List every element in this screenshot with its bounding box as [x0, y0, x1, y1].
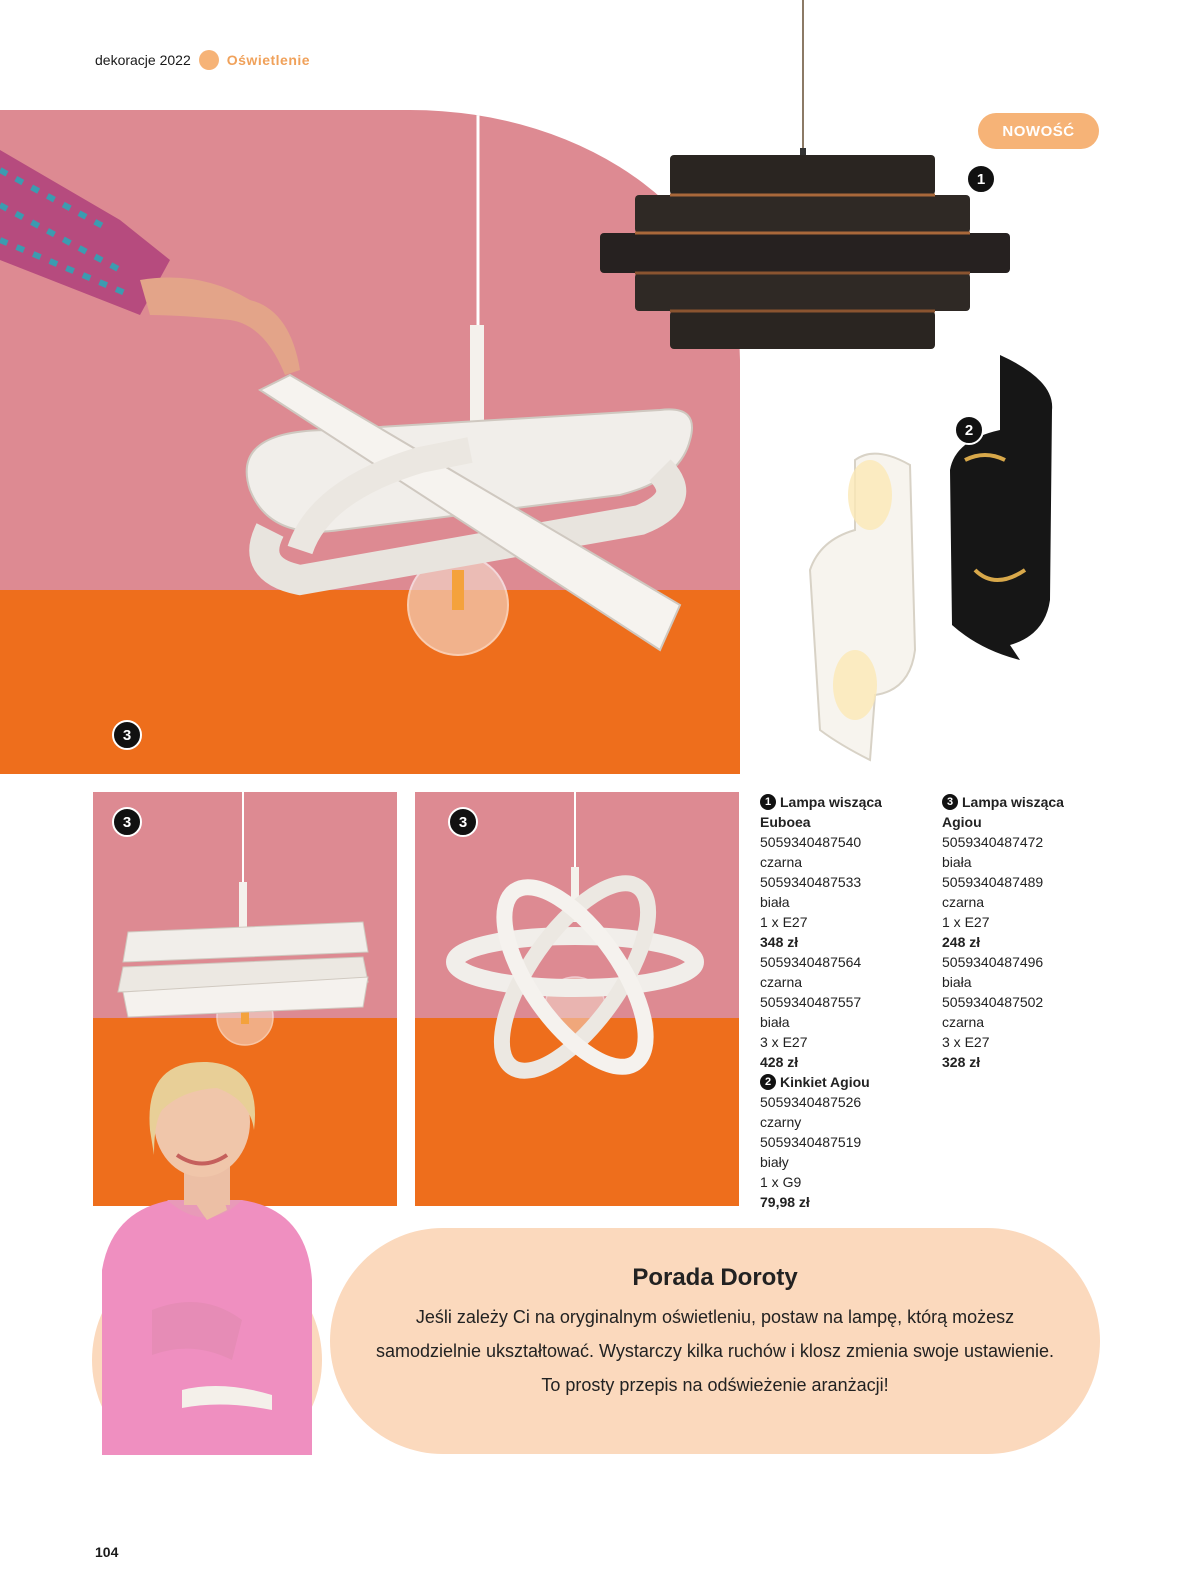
author-portrait	[92, 1060, 322, 1455]
section-title: Oświetlenie	[226, 52, 311, 68]
product-euboea-name-line1: Lampa wisząca	[780, 794, 882, 810]
product-kinkiet-title	[760, 1072, 930, 1092]
spec-line: 5059340487540	[760, 834, 862, 850]
spec-line: biały	[760, 1154, 789, 1170]
spec-line: 3 x E27	[942, 1034, 990, 1050]
product-agiou-name-line2: Agiou	[942, 814, 982, 830]
spec-line: biała	[942, 974, 972, 990]
kinkiet-agiou-image	[800, 350, 1060, 770]
product-kinkiet-name: Kinkiet Agiou	[780, 1074, 870, 1090]
spec-line: 5059340487496	[942, 954, 1044, 970]
number-1-icon: 1	[760, 794, 776, 810]
tip-text: Jeśli zależy Ci na oryginalnym oświetleniu, postaw na lampę, którą możesz samodzielnie ukształtować. Wystarczy kilka ruchów i klosz zmienia swoje ustawienie. To prosty przepis na odświeżenie aranżacji!	[375, 1307, 1055, 1395]
price: 348 zł	[760, 934, 799, 950]
agiou-photo-2	[415, 792, 739, 1206]
page-header	[95, 50, 310, 70]
spec-line: 1 x E27	[760, 914, 808, 930]
euboea-lamp-image	[595, 0, 1015, 360]
tip-title: Porada Doroty	[632, 1264, 798, 1291]
product-agiou-name-line1: Lampa wisząca	[962, 794, 1064, 810]
price: 248 zł	[942, 934, 981, 950]
spec-line: 5059340487502	[942, 994, 1044, 1010]
spec-line: biała	[760, 1014, 790, 1030]
catalog-title: dekoracje 2022	[95, 52, 191, 68]
spec-line: 5059340487533	[760, 874, 862, 890]
agiou-lamp-variant-2	[415, 792, 739, 1206]
product-specs-right	[942, 792, 1112, 1072]
spec-line: czarny	[760, 1114, 802, 1130]
price: 428 zł	[760, 1054, 799, 1070]
spec-line: 5059340487526	[760, 1094, 862, 1110]
product-euboea-title	[760, 792, 930, 812]
price: 79,98 zł	[760, 1194, 810, 1210]
page-number: 104	[95, 1544, 119, 1560]
spec-line: czarna	[942, 894, 985, 910]
number-2-icon: 2	[760, 1074, 776, 1090]
spec-line: 5059340487472	[942, 834, 1044, 850]
spec-line: czarna	[942, 1014, 985, 1030]
spec-line: biała	[942, 854, 972, 870]
new-badge: NOWOŚĆ	[978, 113, 1099, 149]
spec-line: 5059340487564	[760, 954, 862, 970]
tip-box	[330, 1228, 1100, 1454]
product-euboea-name-line2: Euboea	[760, 814, 811, 830]
marker-3-hero: 3	[112, 720, 142, 750]
section-dot-icon	[199, 50, 219, 70]
spec-line: 1 x G9	[760, 1174, 802, 1190]
spec-line: biała	[760, 894, 790, 910]
product-specs-left	[760, 792, 930, 1212]
spec-line: 3 x E27	[760, 1034, 808, 1050]
marker-3-photo-1: 3	[112, 807, 142, 837]
marker-3-photo-2: 3	[448, 807, 478, 837]
spec-line: czarna	[760, 974, 803, 990]
marker-1: 1	[966, 164, 996, 194]
spec-line: 5059340487519	[760, 1134, 862, 1150]
spec-line: 5059340487557	[760, 994, 862, 1010]
marker-2: 2	[954, 415, 984, 445]
price: 328 zł	[942, 1054, 981, 1070]
number-3-icon: 3	[942, 794, 958, 810]
spec-line: 1 x E27	[942, 914, 990, 930]
spec-line: 5059340487489	[942, 874, 1044, 890]
spec-line: czarna	[760, 854, 803, 870]
product-agiou-title	[942, 792, 1112, 812]
